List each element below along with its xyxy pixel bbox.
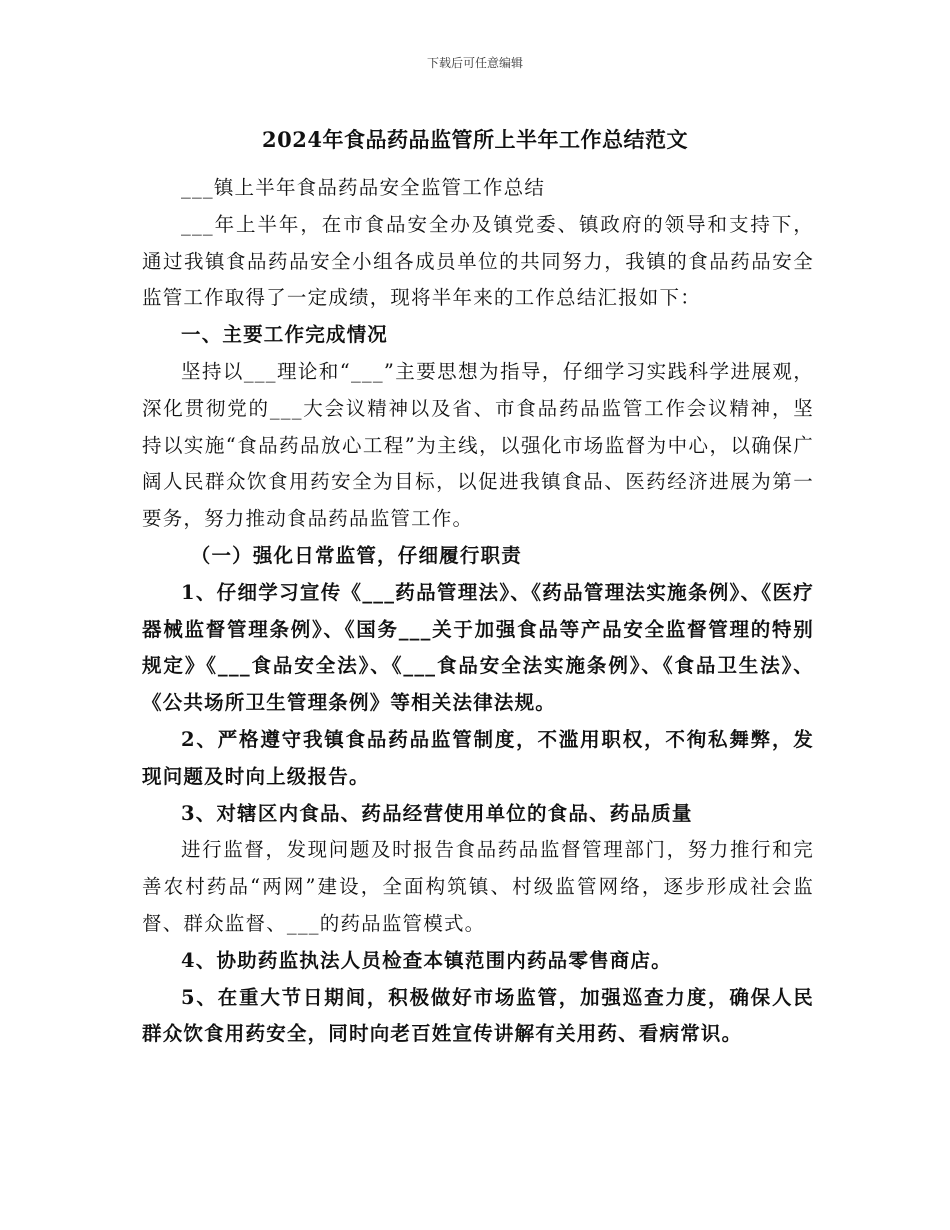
paragraph-guiding-principle: 坚持以___理论和“___”主要思想为指导，仔细学习实践科学进展观，深化贯彻党的___大会议精神以及省、市食品药品监管工作会议精神，坚持以实施“食品药品放心工程”为主线，以强化市场监督为中心，以确保广阔人民群众饮食用药安全为目标，以促进我镇食品、医药经济进展为第一要务，努力推动食品药品监管工作。 (142, 359, 814, 531)
subsection-heading-1: （一）强化日常监管，仔细履行职责 (190, 543, 522, 567)
paragraph-intro: ___年上半年，在市食品安全办及镇党委、镇政府的领导和支持下，通过我镇食品药品安全小组各成员单位的共同努力，我镇的食品药品安全监管工作取得了一定成绩，现将半年来的工作总结汇报如下： (142, 212, 814, 310)
list-item-3: 3、对辖区内食品、药品经营使用单位的食品、药品质量 (181, 801, 693, 825)
list-item-2: 2、严格遵守我镇食品药品监管制度，不滥用职权，不徇私舞弊，发现问题及时向上级报告。 (142, 727, 814, 788)
section-heading-1: 一、主要工作完成情况 (181, 323, 389, 347)
list-item-3-continuation: 进行监督，发现问题及时报告食品药品监督管理部门，努力推行和完善农村药品“两网”建设，全面构筑镇、村级监管网络，逐步形成社会监督、群众监督、___的药品监管模式。 (142, 838, 814, 935)
page-header-note: 下载后可任意编辑 (426, 56, 523, 70)
list-item-1: 1、仔细学习宣传《___药品管理法》、《药品管理法实施条例》、《医疗器械监督管理条例》、《国务___关于加强食品等产品安全监督管理的特别规定》《___食品安全法》、《___食品安全法实施条例》、《食品卫生法》、《公共场所卫生管理条例》等相关法律法规。 (142, 580, 814, 715)
paragraph-subtitle: ___镇上半年食品药品安全监管工作总结 (181, 176, 546, 199)
list-item-4: 4、协助药监执法人员检查本镇范围内药品零售商店。 (181, 948, 672, 972)
document-title: 2024年食品药品监管所上半年工作总结范文 (262, 127, 688, 152)
list-item-5: 5、在重大节日期间，积极做好市场监管，加强巡查力度，确保人民群众饮食用药安全，同时向老百姓宣传讲解有关用药、看病常识。 (142, 985, 814, 1046)
document-body (142, 170, 814, 1053)
